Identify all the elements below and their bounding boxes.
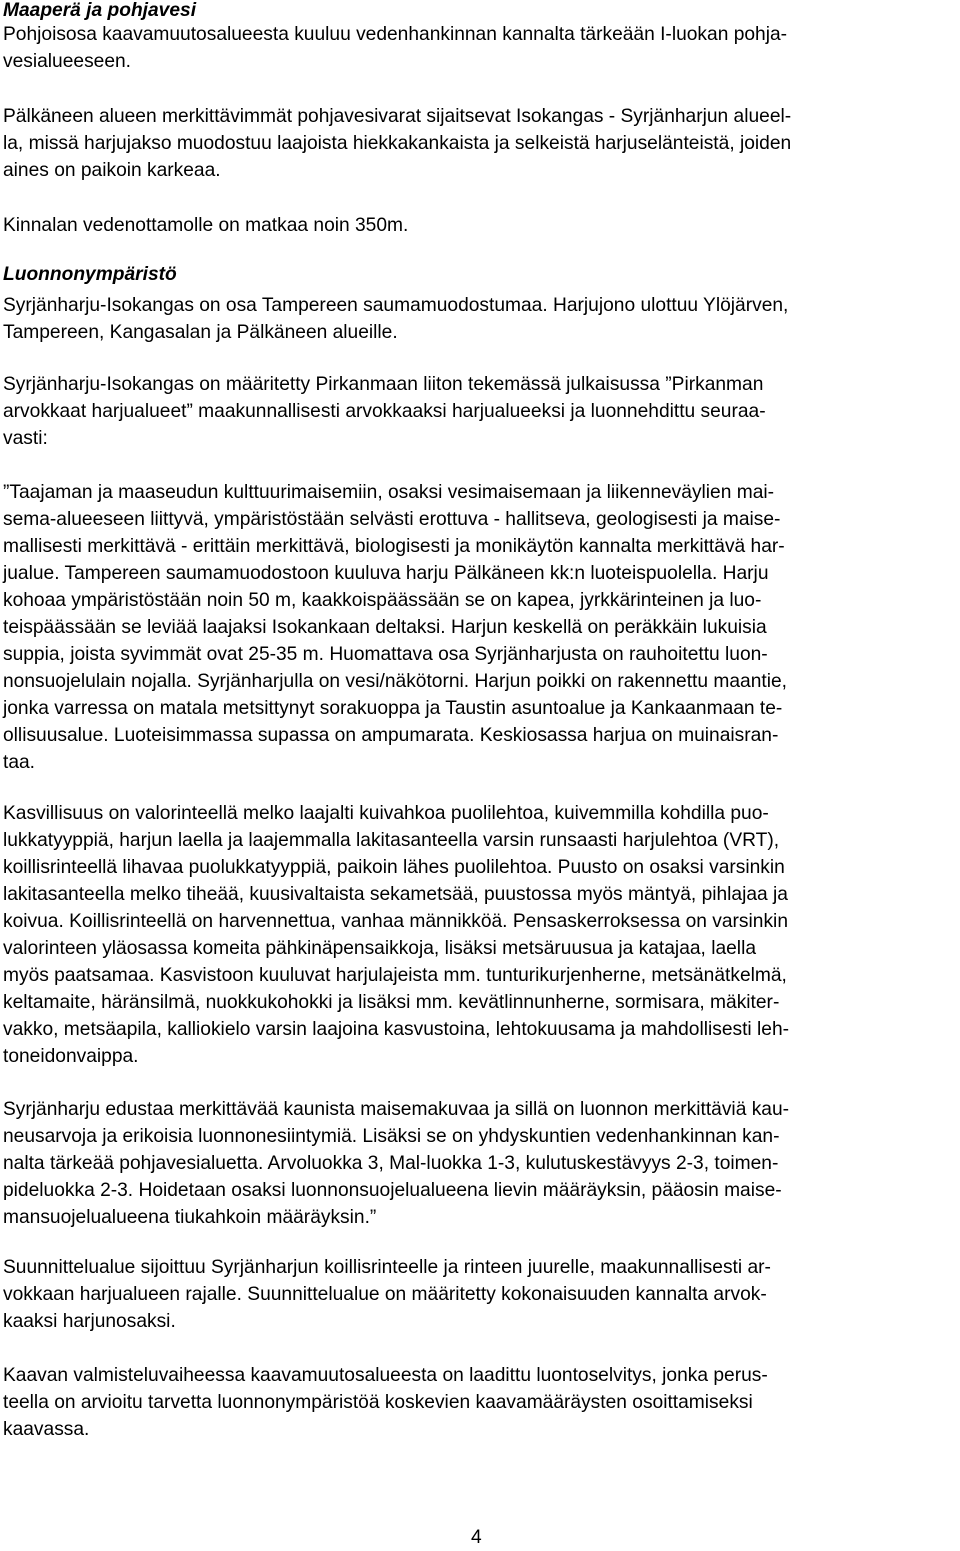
text-line: suppia, joista syvimmät ovat 25-35 m. Huomattava osa Syrjänharjusta on rauhoitettu luon-: [3, 644, 768, 665]
text-line: vasti:: [3, 428, 48, 449]
text-line: kohoaa ympäristöstään noin 50 m, kaakkoispäässään se on kapea, jyrkkärinteinen ja luo-: [3, 590, 762, 611]
text-line: kaavassa.: [3, 1419, 90, 1440]
text-line: arvokkaat harjualueet” maakunnallisesti arvokkaaksi harjualueeksi ja luonnehdittu seuraa-: [3, 401, 766, 422]
page-number: 4: [471, 1527, 482, 1548]
text-line: Pohjoisosa kaavamuutosalueesta kuuluu vedenhankinnan kannalta tärkeään I-luokan pohja-: [3, 24, 788, 45]
text-line: koillisrinteellä lihavaa puolukkatyyppiä, paikoin lähes puolilehtoa. Puusto on osaksi varsinkin: [3, 857, 785, 878]
text-line: Kasvillisuus on valorinteellä melko laajalti kuivahkoa puolilehtoa, kuivemmilla kohdilla puo-: [3, 803, 769, 824]
text-line: kaaksi harjunosaksi.: [3, 1311, 176, 1332]
text-line: vesialueeseen.: [3, 51, 132, 72]
text-line: mansuojelualueena tiukahkoin määräyksin.”: [3, 1207, 377, 1228]
text-line: vakko, metsäapila, kalliokielo varsin laajoina kasvustoina, lehtokuusama ja mahdollisesti leh-: [3, 1019, 790, 1040]
text-line: nalta tärkeää pohjavesialuetta. Arvoluokka 3, Mal-luokka 1-3, kulutuskestävyys 2-3, toimen-: [3, 1153, 779, 1174]
text-line: pideluokka 2-3. Hoidetaan osaksi luonnonsuojelualueena lievin määräyksin, pääosin maise-: [3, 1180, 782, 1201]
text-line: taa.: [3, 752, 36, 773]
text-line: la, missä harjujakso muodostuu laajoista hiekkakankaista ja selkeistä harjuselänteistä, joiden: [3, 133, 792, 154]
text-line: ”Taajaman ja maaseudun kulttuurimaisemiin, osaksi vesimaisemaan ja liikenneväylien mai-: [3, 482, 775, 503]
text-line: valorinteen yläosassa komeita pähkinäpensaikkoja, lisäksi metsäruusua ja katajaa, laella: [3, 938, 756, 959]
text-line: Tampereen, Kangasalan ja Pälkäneen alueille.: [3, 322, 398, 343]
text-line: jonka varressa on matala metsittynyt sorakuoppa ja Taustin asuntoalue ja Kankaanmaan te-: [3, 698, 783, 719]
text-line: Kaavan valmisteluvaiheessa kaavamuutosalueesta on laadittu luontoselvitys, jonka perus-: [3, 1365, 768, 1386]
text-line: neusarvoja ja erikoisia luonnonesiintymiä. Lisäksi se on yhdyskuntien vedenhankinnan kan-: [3, 1126, 780, 1147]
text-line: mallisesti merkittävä - erittäin merkittävä, biologisesti ja monikäytön kannalta merkittävä har-: [3, 536, 785, 557]
section-heading-maapera: Maaperä ja pohjavesi: [3, 0, 197, 21]
text-line: ollisuusalue. Luoteisimmassa supassa on ampumarata. Keskiosassa harjua on muinaisran-: [3, 725, 779, 746]
text-line: teella on arvioitu tarvetta luonnonympäristöä koskevien kaavamääräysten osoittamiseksi: [3, 1392, 753, 1413]
text-line: sema-alueeseen liittyvä, ympäristöstään selvästi erottuva - hallitseva, geologisesti ja maise-: [3, 509, 781, 530]
text-line: lukkatyyppiä, harjun laella ja laajemmalla lakitasanteella varsin runsaasti harjulehtoa (VRT),: [3, 830, 780, 851]
text-line: Syrjänharju edustaa merkittävää kaunista maisemakuvaa ja sillä on luonnon merkittäviä kau-: [3, 1099, 790, 1120]
text-line: lakitasanteella melko tiheää, kuusivaltaista sekametsää, puustossa myös mäntyä, pihlajaa ja: [3, 884, 788, 905]
text-line: Kinnalan vedenottamolle on matkaa noin 350m.: [3, 215, 409, 236]
text-line: nonsuojelulain nojalla. Syrjänharjulla on vesi/näkötorni. Harjun poikki on rakennettu maantie,: [3, 671, 787, 692]
text-line: koivua. Koillisrinteellä on harvennettua, vanhaa männikköä. Pensaskerroksessa on varsinkin: [3, 911, 788, 932]
text-line: Syrjänharju-Isokangas on määritetty Pirkanmaan liiton tekemässä julkaisussa ”Pirkanman: [3, 374, 764, 395]
text-line: Pälkäneen alueen merkittävimmät pohjavesivarat sijaitsevat Isokangas - Syrjänharjun alueel-: [3, 106, 792, 127]
text-line: toneidonvaippa.: [3, 1046, 139, 1067]
section-heading-luonnonymparisto: Luonnonympäristö: [3, 264, 177, 285]
text-line: keltamaite, häränsilmä, nuokkukohokki ja lisäksi mm. kevätlinnunherne, sormisara, mäkiter-: [3, 992, 780, 1013]
text-line: teispäässään se leviää laajaksi Isokankaan deltaksi. Harjun keskellä on peräkkäin lukuisia: [3, 617, 767, 638]
text-line: myös paatsamaa. Kasvistoon kuuluvat harjulajeista mm. tunturikurjenherne, metsänätkelmä,: [3, 965, 787, 986]
text-line: Syrjänharju-Isokangas on osa Tampereen saumamuodostumaa. Harjujono ulottuu Ylöjärven,: [3, 295, 789, 316]
text-line: vokkaan harjualueen rajalle. Suunnittelualue on määritetty kokonaisuuden kannalta arvok-: [3, 1284, 767, 1305]
text-line: jualue. Tampereen saumamuodostoon kuuluva harju Pälkäneen kk:n luoteispuolella. Harju: [3, 563, 769, 584]
text-line: aines on paikoin karkeaa.: [3, 160, 221, 181]
text-line: Suunnittelualue sijoittuu Syrjänharjun koillisrinteelle ja rinteen juurelle, maakunnallisesti ar-: [3, 1257, 771, 1278]
